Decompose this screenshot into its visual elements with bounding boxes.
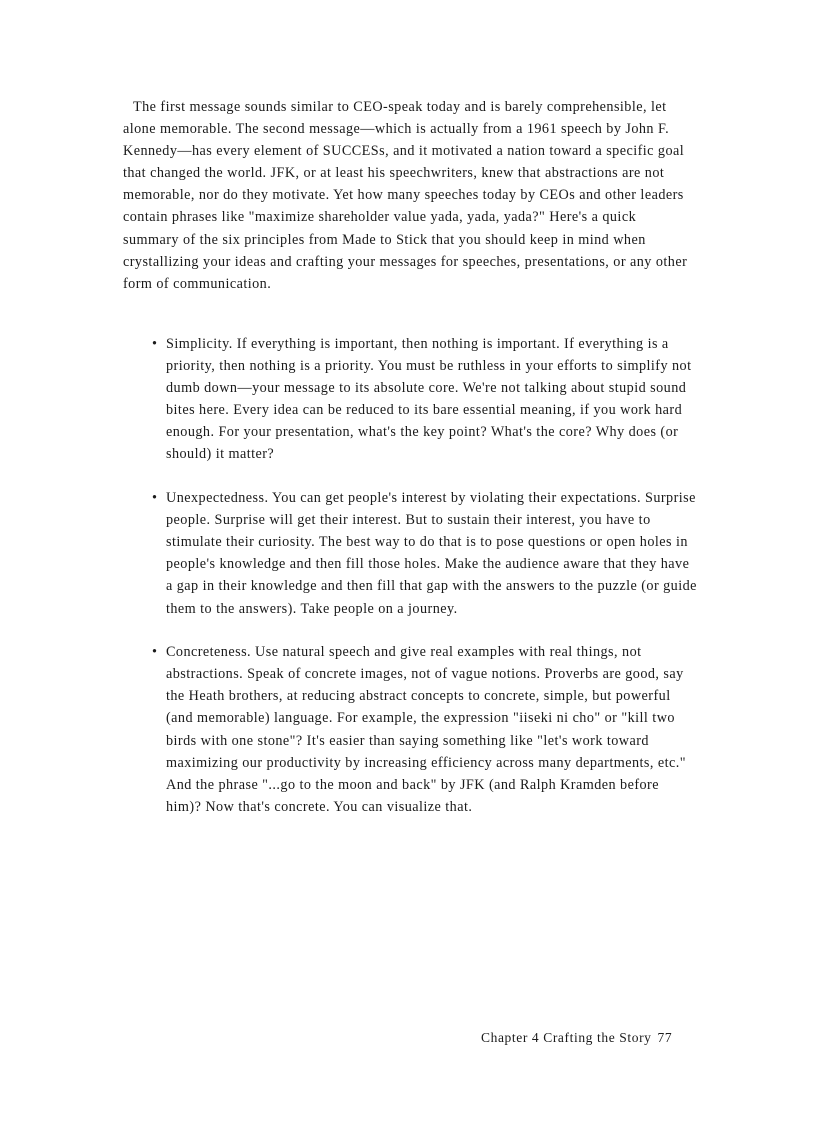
list-item (152, 641, 697, 818)
running-head: Chapter 4 Crafting the Story (481, 1030, 652, 1045)
bullet-icon: • (152, 336, 158, 352)
principles-list (152, 333, 697, 818)
bullet-text-simplicity: Simplicity. If everything is important, then nothing is important. If everything is a priority, then nothing is a priority. You must be ruthless in your efforts to simplify not dumb down—your message to its absolute core. We're not talking about stupid sound bites here. Every idea can be reduced to its bare essential meaning, if you work hard enough. For your presentation, what's the key point? What's the core? Why does (or should) it matter? (166, 336, 692, 463)
page-footer (481, 1030, 672, 1046)
bullet-icon: • (152, 490, 158, 507)
bullet-text-unexpectedness: Unexpectedness. You can get people's interest by violating their expectations. Surprise people. Surprise will get their interest. But to sustain their interest, you have to stimulate their curiosity. The best way to do that is to pose questions or open holes in people's knowledge and then fill those holes. Make the audience aware that they have a gap in their knowledge and then fill that gap with the answers to the puzzle (or guide them to the answers). Take people on a journey. (166, 490, 697, 617)
intro-paragraph: The first message sounds similar to CEO-speak today and is barely comprehensible, let alone memorable. The second message—which is actually from a 1961 speech by John F. Kennedy—has every element of SUCCESs, and it motivated a nation toward a specific goal that changed the world. JFK, or at least his speechwriters, knew that abstractions are not memorable, nor do they motivate. Yet how many speeches today by CEOs and other leaders contain phrases like "maximize shareholder value yada, yada, yada?" Here's a quick summary of the six principles from Made to Stick that you should keep in mind when crystallizing your ideas and crafting your messages for speeches, presentations, or any other form of communication. (123, 99, 688, 292)
list-item (152, 333, 697, 466)
bullet-icon: • (152, 644, 158, 661)
page-number: 77 (657, 1030, 673, 1045)
bullet-text-concreteness: Concreteness. Use natural speech and give real examples with real things, not abstractions. Speak of concrete images, not of vague notions. Proverbs are good, say the Heath brothers, at reducing abstract concepts to concrete, simple, but powerful (and memorable) language. For example, the expression "iiseki ni cho" or "kill two birds with one stone"? It's easier than saying something like "let's work toward maximizing our productivity by increasing efficiency across many departments, etc." And the phrase "...go to the moon and back" by JFK (and Ralph Kramden before him)? Now that's concrete. You can visualize that. (166, 644, 686, 815)
list-item (152, 487, 697, 620)
